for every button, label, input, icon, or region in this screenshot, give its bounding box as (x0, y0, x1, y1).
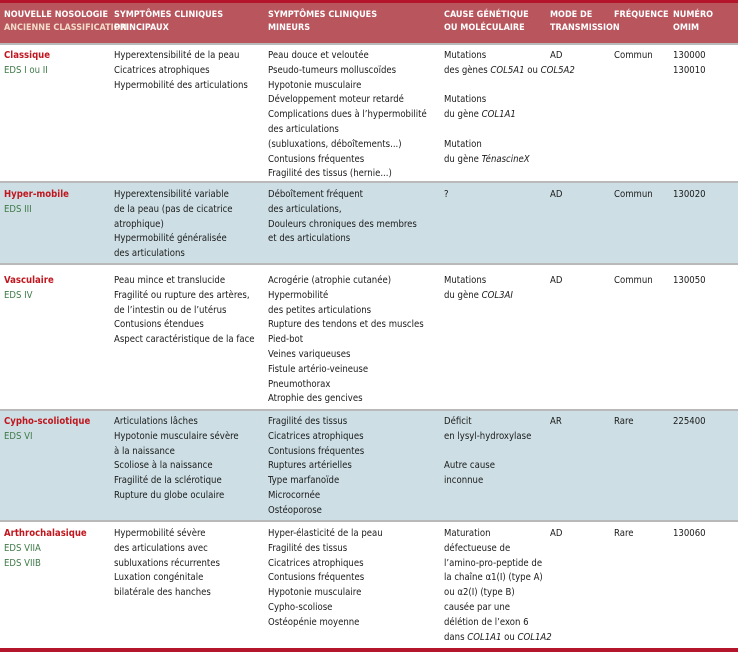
genetic-cause-cell (444, 49, 575, 167)
table-row (0, 181, 738, 265)
major-symptom: Peau mince et translucide (114, 275, 226, 286)
minor-symptom: Pseudo-tumeurs molluscoïdes (268, 64, 397, 76)
cause-line (444, 542, 552, 557)
cause-text: Maturation (444, 528, 491, 539)
minor-symptom: Microcornée (268, 489, 321, 501)
nosology-cell (4, 527, 87, 571)
major-symptom: Hypermobilité sévère (114, 528, 206, 539)
transmission-cell: AD (550, 189, 563, 200)
nosology-cell (4, 49, 50, 79)
omim-cell (673, 527, 706, 542)
cause-text: causée par une (444, 601, 511, 613)
cause-text: Mutations (444, 275, 487, 286)
minor-symptom: Hyper-élasticité de la peau (268, 528, 383, 539)
frequency-cell: Commun (614, 50, 653, 61)
cause-text: Mutation (444, 138, 482, 150)
major-symptom: Hyperextensibilité variable (114, 189, 229, 200)
nosology-name: Cypho-scoliotique (4, 416, 91, 427)
minor-symptom: Contusions fréquentes (268, 153, 365, 165)
minor-symptom: Atrophie des gencives (268, 393, 363, 405)
frequency-cell: Commun (614, 189, 653, 200)
major-symptom: Hyperextensibilité de la peau (114, 50, 240, 61)
header-major-line1: SYMPTÔMES CLINIQUES (114, 10, 224, 20)
cause-text: des gènes (444, 64, 491, 76)
minor-symptom: Déboîtement fréquent (268, 189, 363, 200)
table-row (0, 263, 738, 411)
cause-text: dans (444, 631, 468, 643)
header-minor-line1: SYMPTÔMES CLINIQUES (268, 10, 378, 20)
minor-symptom: Pied-bot (268, 334, 304, 346)
minor-symptom: Contusions fréquentes (268, 572, 365, 584)
major-symptom: Scoliose à la naissance (114, 460, 213, 472)
omim-number: 130010 (673, 64, 706, 76)
minor-symptoms-cell (268, 49, 427, 182)
minor-symptom: des articulations (268, 123, 339, 135)
major-symptom: Hypotonie musculaire sévère (114, 430, 239, 442)
major-symptom: Hypermobilité des articulations (114, 79, 248, 91)
header-transmission (550, 9, 620, 35)
cause-text: ou α2(I) (type B) (444, 587, 515, 599)
gene-name: TénascineX (481, 153, 530, 165)
minor-symptom: Hypotonie musculaire (268, 587, 362, 599)
frequency-cell: Commun (614, 275, 653, 286)
major-symptom: atrophique) (114, 218, 164, 230)
cause-text: en lysyl-hydroxylase (444, 430, 532, 442)
frequency-cell: Rare (614, 416, 634, 427)
gene-name: COL5A1 (490, 64, 525, 76)
old-classification: EDS VIIB (4, 557, 41, 569)
cause-line (444, 108, 575, 123)
minor-symptom: Cypho-scoliose (268, 601, 333, 613)
cause-text: inconnue (444, 475, 484, 487)
old-classification: EDS I ou II (4, 64, 48, 76)
minor-symptom: Hypotonie musculaire (268, 79, 362, 91)
header-nosology-label: NOUVELLE NOSOLOGIE (4, 10, 108, 20)
major-symptom: subluxations récurrentes (114, 557, 220, 569)
genetic-cause-cell (444, 415, 531, 489)
minor-symptom: Fragilité des tissus (268, 416, 348, 427)
nosology-name: Vasculaire (4, 275, 54, 286)
minor-symptom: et des articulations (268, 233, 351, 245)
header-omim-label: NUMÉRO OMIM (673, 10, 714, 33)
nosology-cell (4, 188, 69, 218)
cause-text: l’amino-pro-peptide de (444, 557, 543, 569)
header-major-line2: PRINCIPAUX (114, 23, 169, 33)
cause-text: Mutations (444, 94, 487, 106)
cause-line (444, 571, 552, 586)
gene-name: COL1A1 (481, 109, 516, 121)
nosology-name: Classique (4, 50, 51, 61)
cause-text: ? (444, 189, 449, 200)
old-classification: EDS VIIA (4, 542, 41, 554)
cause-text: du gène (444, 153, 482, 165)
minor-symptom: Développement moteur retardé (268, 94, 404, 106)
minor-symptom: Fragilité des tissus (268, 542, 348, 554)
minor-symptom: des articulations, (268, 203, 342, 215)
table-row (0, 409, 738, 522)
cause-text: défectueuse de (444, 542, 511, 554)
cause-line (444, 138, 575, 153)
omim-number: 130050 (673, 275, 706, 286)
minor-symptom: Contusions fréquentes (268, 445, 365, 457)
minor-symptoms-cell (268, 188, 417, 247)
omim-cell (673, 49, 706, 79)
minor-symptom: Rupture des tendons et des muscles (268, 319, 424, 331)
major-symptom: Fragilité ou rupture des artères, (114, 289, 250, 301)
cause-line (444, 430, 531, 445)
cause-line (444, 274, 513, 289)
transmission-cell: AD (550, 50, 563, 61)
nosology-cell (4, 274, 54, 304)
minor-symptoms-cell (268, 274, 424, 407)
major-symptom: des articulations avec (114, 542, 208, 554)
minor-symptom: Ruptures artérielles (268, 460, 352, 472)
cause-text: Déficit (444, 416, 472, 427)
cause-text: délétion de l’exon 6 (444, 616, 529, 628)
cause-text: la chaîne α1(I) (type A) (444, 572, 543, 584)
minor-symptom: Douleurs chroniques des membres (268, 218, 417, 230)
minor-symptom: Fragilité des tissus (hernie...) (268, 168, 392, 180)
major-symptoms-cell (114, 415, 239, 504)
header-minor-line2: MINEURS (268, 23, 311, 33)
omim-number: 225400 (673, 416, 706, 427)
nosology-cell (4, 415, 90, 445)
cause-line (444, 64, 575, 79)
omim-number: 130000 (673, 50, 706, 61)
minor-symptom: Ostéopénie moyenne (268, 616, 360, 628)
bottom-rule (0, 648, 738, 652)
omim-cell (673, 415, 706, 430)
minor-symptoms-cell (268, 415, 364, 519)
transmission-cell: AD (550, 528, 563, 539)
minor-symptom: Fistule artério-veineuse (268, 363, 369, 375)
cause-text: ou (501, 631, 518, 643)
transmission-cell: AD (550, 275, 563, 286)
cause-line (444, 153, 575, 168)
minor-symptoms-cell (268, 527, 383, 631)
cause-text: du gène (444, 289, 482, 301)
gene-name: COL3AI (481, 289, 513, 301)
header-mode-line2: TRANSMISSION (550, 23, 620, 33)
major-symptoms-cell (114, 527, 220, 601)
major-symptoms-cell (114, 49, 248, 93)
major-symptom: Aspect caractéristique de la face (114, 334, 255, 346)
header-nosology (4, 9, 127, 35)
minor-symptom: Type marfanoïde (268, 475, 340, 487)
major-symptom: Rupture du globe oculaire (114, 489, 225, 501)
major-symptom: Cicatrices atrophiques (114, 64, 210, 76)
major-symptom: Fragilité de la sclérotique (114, 475, 222, 487)
frequency-cell: Rare (614, 528, 634, 539)
cause-line (444, 415, 531, 430)
gene-name: COL1A2 (517, 631, 552, 643)
cause-line (444, 557, 552, 572)
gene-name: COL1A1 (467, 631, 502, 643)
spacer (444, 79, 575, 94)
header-major-symptoms (114, 9, 223, 35)
old-classification: EDS IV (4, 289, 33, 301)
omim-cell (673, 188, 706, 203)
cause-text: Autre cause (444, 460, 495, 472)
major-symptom: Contusions étendues (114, 319, 204, 331)
header-genetic-cause (444, 9, 529, 35)
table-header (0, 3, 738, 45)
minor-symptom: Veines variqueuses (268, 348, 351, 360)
minor-symptom: Ostéoporose (268, 504, 322, 516)
genetic-cause-cell (444, 274, 513, 304)
cause-line (444, 459, 531, 474)
minor-symptom: des petites articulations (268, 304, 372, 316)
header-frequency (614, 9, 669, 22)
table-row (0, 520, 738, 650)
minor-symptom: Hypermobilité (268, 289, 329, 301)
cause-line (444, 631, 552, 646)
cause-line (444, 527, 552, 542)
genetic-cause-cell (444, 188, 449, 203)
gene-name: COL5A2 (540, 64, 575, 76)
spacer (444, 445, 531, 460)
minor-symptom: Cicatrices atrophiques (268, 430, 364, 442)
table-row (0, 43, 738, 183)
cause-line (444, 474, 531, 489)
genetic-cause-cell (444, 527, 552, 645)
minor-symptom: (subluxations, déboîtements...) (268, 138, 402, 150)
major-symptoms-cell (114, 274, 255, 348)
spacer (444, 123, 575, 138)
header-cause-line2: OU MOLÉCULAIRE (444, 23, 525, 33)
header-old-classification: ANCIENNE CLASSIFICATION (4, 23, 128, 33)
header-mode-line1: MODE DE (550, 10, 593, 20)
major-symptoms-cell (114, 188, 233, 262)
major-symptom: Hypermobilité généralisée (114, 233, 227, 245)
nosology-name: Arthrochalasique (4, 528, 87, 539)
transmission-cell: AR (550, 416, 562, 427)
cause-text: du gène (444, 109, 482, 121)
cause-line (444, 289, 513, 304)
minor-symptom: Pneumothorax (268, 378, 331, 390)
cause-line (444, 616, 552, 631)
cause-line (444, 93, 575, 108)
minor-symptom: Complications dues à l’hypermobilité (268, 109, 427, 121)
major-symptom: bilatérale des hanches (114, 587, 211, 599)
major-symptom: de la peau (pas de cicatrice (114, 203, 233, 215)
minor-symptom: Cicatrices atrophiques (268, 557, 364, 569)
old-classification: EDS VI (4, 430, 33, 442)
header-omim (673, 9, 738, 35)
omim-number: 130020 (673, 189, 706, 200)
minor-symptom: Peau douce et veloutée (268, 50, 369, 61)
old-classification: EDS III (4, 203, 32, 215)
nosology-name: Hyper-mobile (4, 189, 69, 200)
cause-line (444, 188, 449, 203)
cause-text: ou (524, 64, 541, 76)
omim-number: 130060 (673, 528, 706, 539)
major-symptom: de l’intestin ou de l’utérus (114, 304, 227, 316)
major-symptom: à la naissance (114, 445, 175, 457)
omim-cell (673, 274, 706, 289)
cause-line (444, 586, 552, 601)
cause-line (444, 601, 552, 616)
header-minor-symptoms (268, 9, 377, 35)
major-symptom: Articulations lâches (114, 416, 198, 427)
cause-text: Mutations (444, 50, 487, 61)
minor-symptom: Acrogérie (atrophie cutanée) (268, 275, 392, 286)
major-symptom: des articulations (114, 248, 185, 260)
header-frequency-label: FRÉQUENCE (614, 10, 669, 20)
major-symptom: Luxation congénitale (114, 572, 204, 584)
header-cause-line1: CAUSE GÉNÉTIQUE (444, 10, 529, 20)
